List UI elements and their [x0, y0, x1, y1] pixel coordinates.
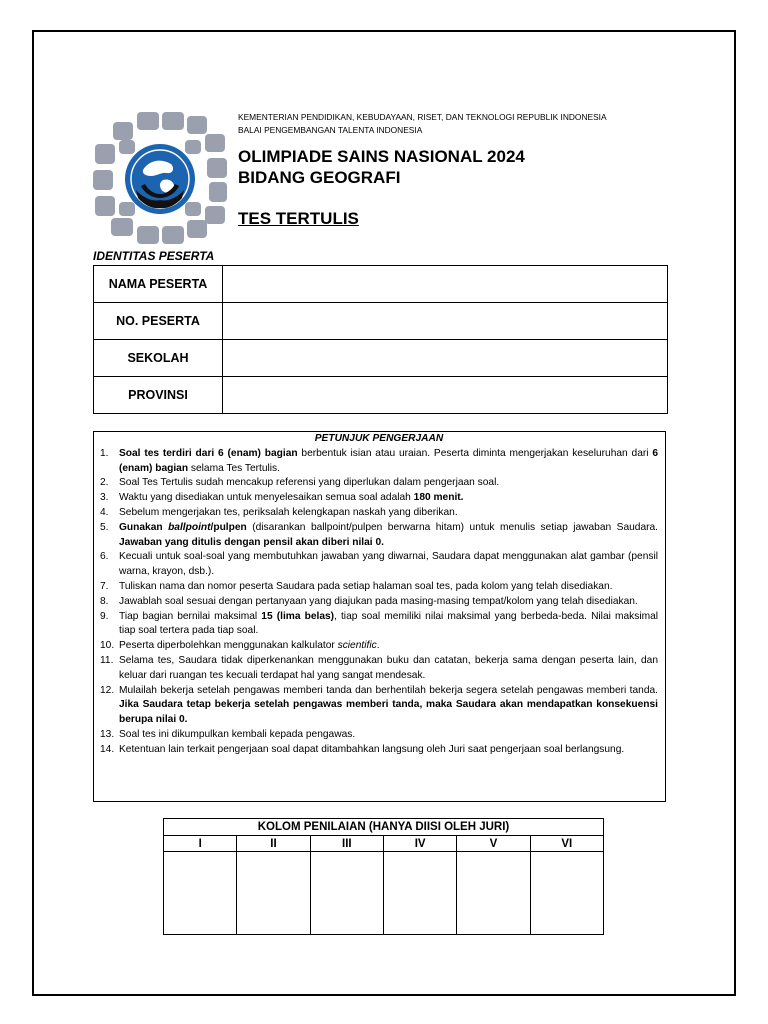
- instruction-text-segment: Jawaban yang ditulis dengan pensil akan diberi nilai 0.: [119, 536, 384, 548]
- instruction-text-segment: 180 menit.: [413, 492, 464, 504]
- instruction-text-segment: Peserta diperbolehkan menggunakan kalkulator: [119, 640, 338, 652]
- instruction-text: [119, 654, 658, 684]
- name-label: NAMA PESERTA: [94, 266, 223, 303]
- instruction-item: [100, 743, 658, 758]
- instruction-number: 8.: [100, 595, 109, 607]
- instruction-text-segment: berbentuk isian atau uraian. Peserta diminta mengerjakan keseluruhan dari: [297, 447, 653, 459]
- instruction-item: [100, 580, 658, 595]
- instruction-text-segment: Soal tes terdiri dari 6 (enam) bagian: [119, 447, 298, 459]
- scoring-cell[interactable]: [383, 852, 456, 935]
- instructions-box: [93, 431, 666, 802]
- instruction-text: [119, 684, 658, 728]
- title-line-2: BIDANG GEOGRAFI: [238, 168, 401, 187]
- instruction-number: 9.: [100, 610, 109, 622]
- instruction-text-segment: Soal tes ini dikumpulkan kembali kepada pengawas.: [119, 728, 356, 740]
- scoring-column-header: VI: [530, 836, 603, 852]
- test-type-heading: TES TERTULIS: [238, 209, 359, 228]
- page-title: [238, 146, 525, 188]
- instruction-text-segment: Mulailah bekerja setelah pengawas memberi tanda dan berhentilah bekerja segera setelah pengawas memberi tanda.: [119, 684, 658, 696]
- scoring-column-header: V: [457, 836, 530, 852]
- scoring-column-header: IV: [383, 836, 456, 852]
- instruction-number: 5.: [100, 521, 109, 533]
- instruction-item: [100, 654, 658, 684]
- instruction-text: [119, 595, 658, 610]
- instruction-text: [119, 728, 658, 743]
- instructions-title: PETUNJUK PENGERJAAN: [314, 433, 444, 444]
- scoring-value-row: [164, 852, 604, 935]
- instruction-text-segment: ballpoint: [168, 521, 211, 533]
- instruction-text-segment: /pulpen: [210, 521, 247, 533]
- scoring-cell[interactable]: [164, 852, 237, 935]
- instruction-item: [100, 476, 658, 491]
- instruction-item: [100, 728, 658, 743]
- scoring-cell[interactable]: [237, 852, 310, 935]
- identity-row: [94, 340, 668, 377]
- ministry-line-2: BALAI PENGEMBANGAN TALENTA INDONESIA: [238, 125, 423, 135]
- instruction-number: 2.: [100, 477, 109, 489]
- instruction-number: 12.: [100, 684, 115, 696]
- school-field[interactable]: [223, 340, 668, 377]
- scoring-cell[interactable]: [310, 852, 383, 935]
- instruction-text-segment: Gunakan: [119, 521, 169, 533]
- instruction-text-segment: Ketentuan lain terkait pengerjaan soal dapat ditambahkan langsung oleh Juri saat pengerjaan soal berlangsung.: [119, 743, 625, 755]
- instruction-text-segment: .: [376, 640, 380, 652]
- scoring-header-row: [164, 836, 604, 852]
- instruction-text-segment: Waktu yang disediakan untuk menyelesaikan semua soal adalah: [119, 492, 414, 504]
- instruction-text-segment: Tuliskan nama dan nomor peserta Saudara pada setiap halaman soal tes, pada kolom yang telah disediakan.: [119, 580, 613, 592]
- instruction-number: 14.: [100, 743, 115, 755]
- instruction-text: [119, 521, 658, 551]
- identity-row: [94, 303, 668, 340]
- instruction-text-segment: scientific: [337, 640, 377, 652]
- instruction-number: 6.: [100, 551, 109, 563]
- instruction-item: [100, 610, 658, 640]
- instruction-text-segment: 6 (enam) bagian: [119, 447, 659, 474]
- instruction-item: [100, 447, 658, 477]
- instruction-item: [100, 639, 658, 654]
- scoring-column-header: II: [237, 836, 310, 852]
- instruction-text: [119, 550, 658, 580]
- scoring-table: [163, 818, 604, 935]
- instruction-number: 11.: [100, 654, 114, 666]
- scoring-cell[interactable]: [457, 852, 530, 935]
- instruction-text: [119, 447, 658, 477]
- scoring-column-header: I: [164, 836, 237, 852]
- identity-heading: IDENTITAS PESERTA: [93, 249, 215, 263]
- instruction-text-segment: (disarankan ballpoint/pulpen berwarna hitam) untuk menulis setiap jawaban Saudara.: [246, 521, 659, 533]
- instruction-text-segment: Sebelum mengerjakan tes, periksalah kelengkapan naskah yang diberikan.: [119, 506, 458, 518]
- instruction-number: 10.: [100, 640, 115, 652]
- instruction-text: [119, 639, 658, 654]
- instruction-text-segment: Kecuali untuk soal-soal yang membutuhkan jawaban yang diwarnai, Saudara dapat menggunakan alat gambar (pensil warna, krayon, dsb.).: [119, 551, 658, 578]
- instruction-text-segment: Jawablah soal sesuai dengan pertanyaan yang diajukan pada masing-masing tempat/kolom yang telah disediakan.: [119, 595, 638, 607]
- instructions-list: [100, 447, 658, 758]
- identity-row: [94, 266, 668, 303]
- instruction-number: 1.: [100, 447, 109, 459]
- instruction-item: [100, 491, 658, 506]
- identity-table: [93, 265, 668, 414]
- scoring-title: KOLOM PENILAIAN (HANYA DIISI OLEH JURI): [164, 819, 604, 836]
- instruction-text-segment: selama Tes Tertulis.: [188, 462, 280, 474]
- province-label: PROVINSI: [94, 377, 223, 414]
- instruction-number: 7.: [100, 580, 109, 592]
- instruction-text: [119, 580, 658, 595]
- instruction-text-segment: Jika Saudara tetap bekerja setelah pengawas memberi tanda, maka Saudara akan mendapatkan konsekuensi berupa nilai 0.: [119, 699, 658, 726]
- participant-number-field[interactable]: [223, 303, 668, 340]
- instruction-number: 3.: [100, 492, 109, 504]
- ministry-line-1: KEMENTERIAN PENDIDIKAN, KEBUDAYAAN, RISET, DAN TEKNOLOGI REPUBLIK INDONESIA: [238, 112, 607, 122]
- scoring-cell[interactable]: [530, 852, 603, 935]
- instruction-item: [100, 550, 658, 580]
- instruction-item: [100, 595, 658, 610]
- instruction-text-segment: , tiap soal memiliki nilai maksimal yang berbeda-beda. Nilai maksimal tiap soal tertera pada tiap soal.: [119, 610, 658, 637]
- title-line-1: OLIMPIADE SAINS NASIONAL 2024: [238, 147, 525, 166]
- instruction-text-segment: 15 (lima belas): [261, 610, 335, 622]
- instruction-item: [100, 521, 658, 551]
- instruction-text-segment: Selama tes, Saudara tidak diperkenankan menggunakan buku dan catatan, bekerja sama dengan peserta lain, dan keluar dari ruangan tes kecuali terdapat hal yang sangat mendesak.: [119, 654, 658, 681]
- instruction-text-segment: Tiap bagian bernilai maksimal: [119, 610, 262, 622]
- instruction-text: [119, 491, 658, 506]
- instruction-text: [119, 743, 658, 758]
- instruction-text: [119, 610, 658, 640]
- instruction-number: 4.: [100, 506, 109, 518]
- province-field[interactable]: [223, 377, 668, 414]
- scoring-column-header: III: [310, 836, 383, 852]
- instruction-text-segment: Soal Tes Tertulis sudah mencakup referensi yang diperlukan dalam pengerjaan soal.: [119, 477, 500, 489]
- name-field[interactable]: [223, 266, 668, 303]
- bpti-logo: [91, 110, 229, 246]
- instruction-text: [119, 506, 658, 521]
- instruction-item: [100, 684, 658, 728]
- instruction-text: [119, 476, 658, 491]
- instruction-item: [100, 506, 658, 521]
- participant-number-label: NO. PESERTA: [94, 303, 223, 340]
- instruction-number: 13.: [100, 728, 115, 740]
- school-label: SEKOLAH: [94, 340, 223, 377]
- ministry-header: [238, 111, 607, 137]
- identity-row: [94, 377, 668, 414]
